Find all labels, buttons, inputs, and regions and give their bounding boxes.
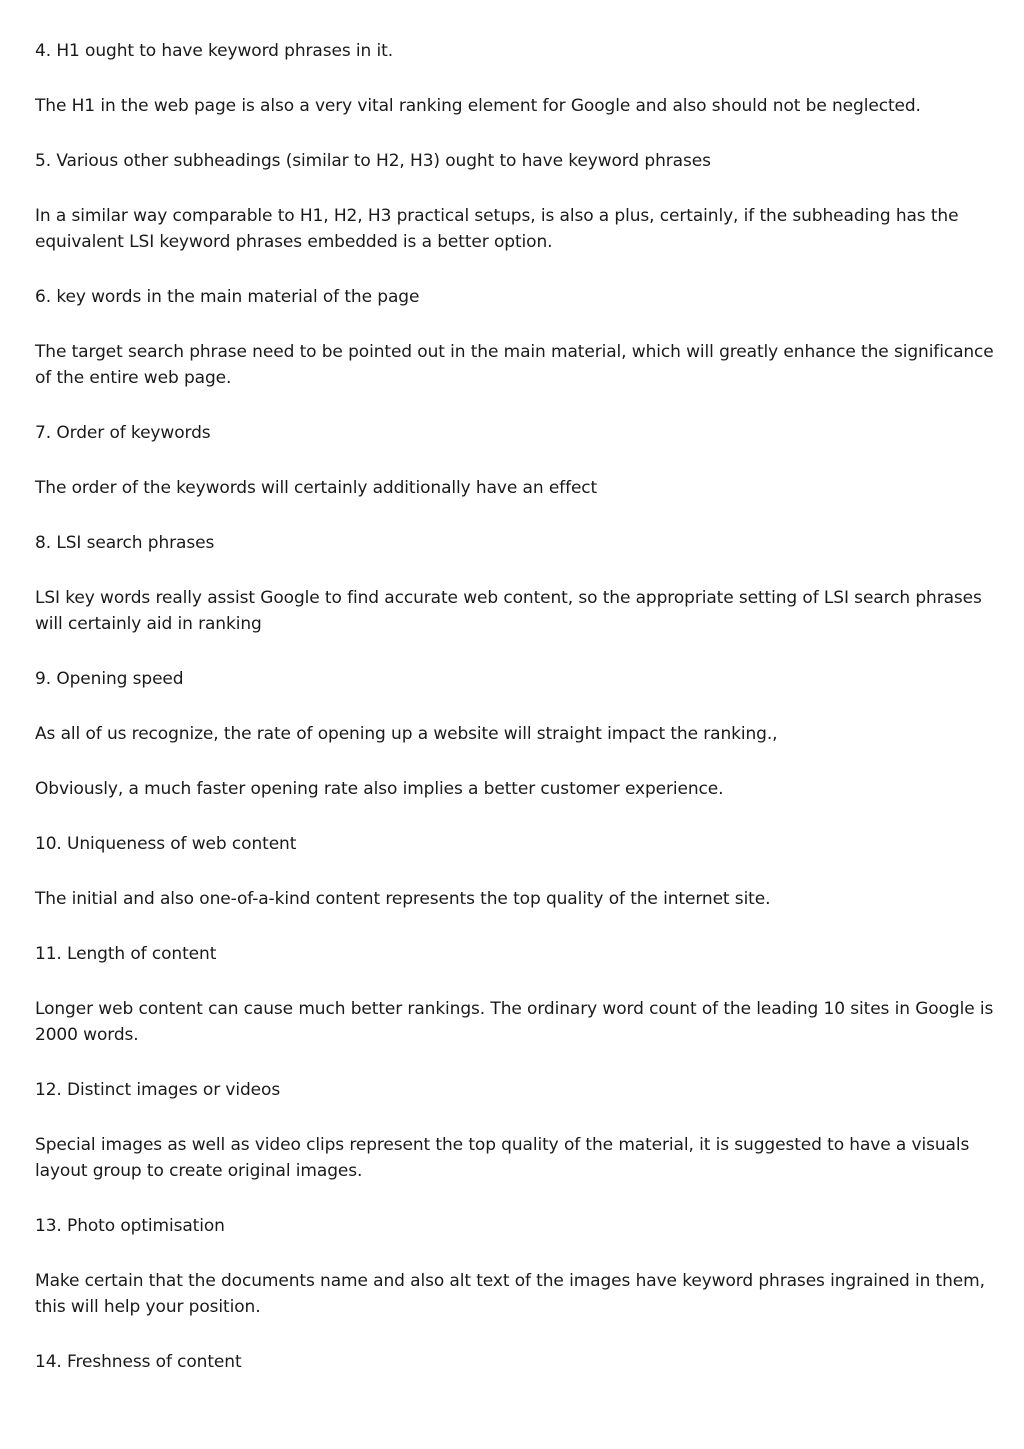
paragraph-uniqueness: The initial and also one-of-a-kind content represents the top quality of the internet site. xyxy=(35,889,771,909)
paragraph-length: Longer web content can cause much better rankings. The ordinary word count of the leading 10 sites in Google is 2000 words. xyxy=(35,999,994,1045)
heading-lsi: 8. LSI search phrases xyxy=(35,533,215,553)
heading-images-videos: 12. Distinct images or videos xyxy=(35,1080,281,1100)
document-body xyxy=(35,38,995,1404)
heading-order-of-keywords: 7. Order of keywords xyxy=(35,423,211,443)
heading-opening-speed: 9. Opening speed xyxy=(35,669,184,689)
paragraph-h1: The H1 in the web page is also a very vital ranking element for Google and also should not be neglected. xyxy=(35,96,921,116)
paragraph-subheadings: In a similar way comparable to H1, H2, H3 practical setups, is also a plus, certainly, if the subheading has the equivalent LSI keyword phrases embedded is a better option. xyxy=(35,206,959,252)
heading-subheadings: 5. Various other subheadings (similar to H2, H3) ought to have keyword phrases xyxy=(35,151,711,171)
heading-freshness: 14. Freshness of content xyxy=(35,1352,242,1372)
paragraph-photo-optimisation: Make certain that the documents name and also alt text of the images have keyword phrases ingrained in them, this will help your position. xyxy=(35,1271,985,1317)
paragraph-order-of-keywords: The order of the keywords will certainly additionally have an effect xyxy=(35,478,598,498)
heading-length: 11. Length of content xyxy=(35,944,217,964)
paragraph-customer-experience: Obviously, a much faster opening rate also implies a better customer experience. xyxy=(35,779,724,799)
heading-main-material: 6. key words in the main material of the page xyxy=(35,287,420,307)
paragraph-main-material: The target search phrase need to be pointed out in the main material, which will greatly enhance the significance of the entire web page. xyxy=(35,342,994,388)
heading-uniqueness: 10. Uniqueness of web content xyxy=(35,834,297,854)
paragraph-lsi: LSI key words really assist Google to find accurate web content, so the appropriate setting of LSI search phrases will certainly aid in ranking xyxy=(35,588,982,634)
heading-photo-optimisation: 13. Photo optimisation xyxy=(35,1216,225,1236)
paragraph-images-videos: Special images as well as video clips represent the top quality of the material, it is suggested to have a visuals layout group to create original images. xyxy=(35,1135,970,1181)
paragraph-opening-speed: As all of us recognize, the rate of opening up a website will straight impact the ranking., xyxy=(35,724,778,744)
heading-h1-keywords: 4. H1 ought to have keyword phrases in it. xyxy=(35,41,394,61)
